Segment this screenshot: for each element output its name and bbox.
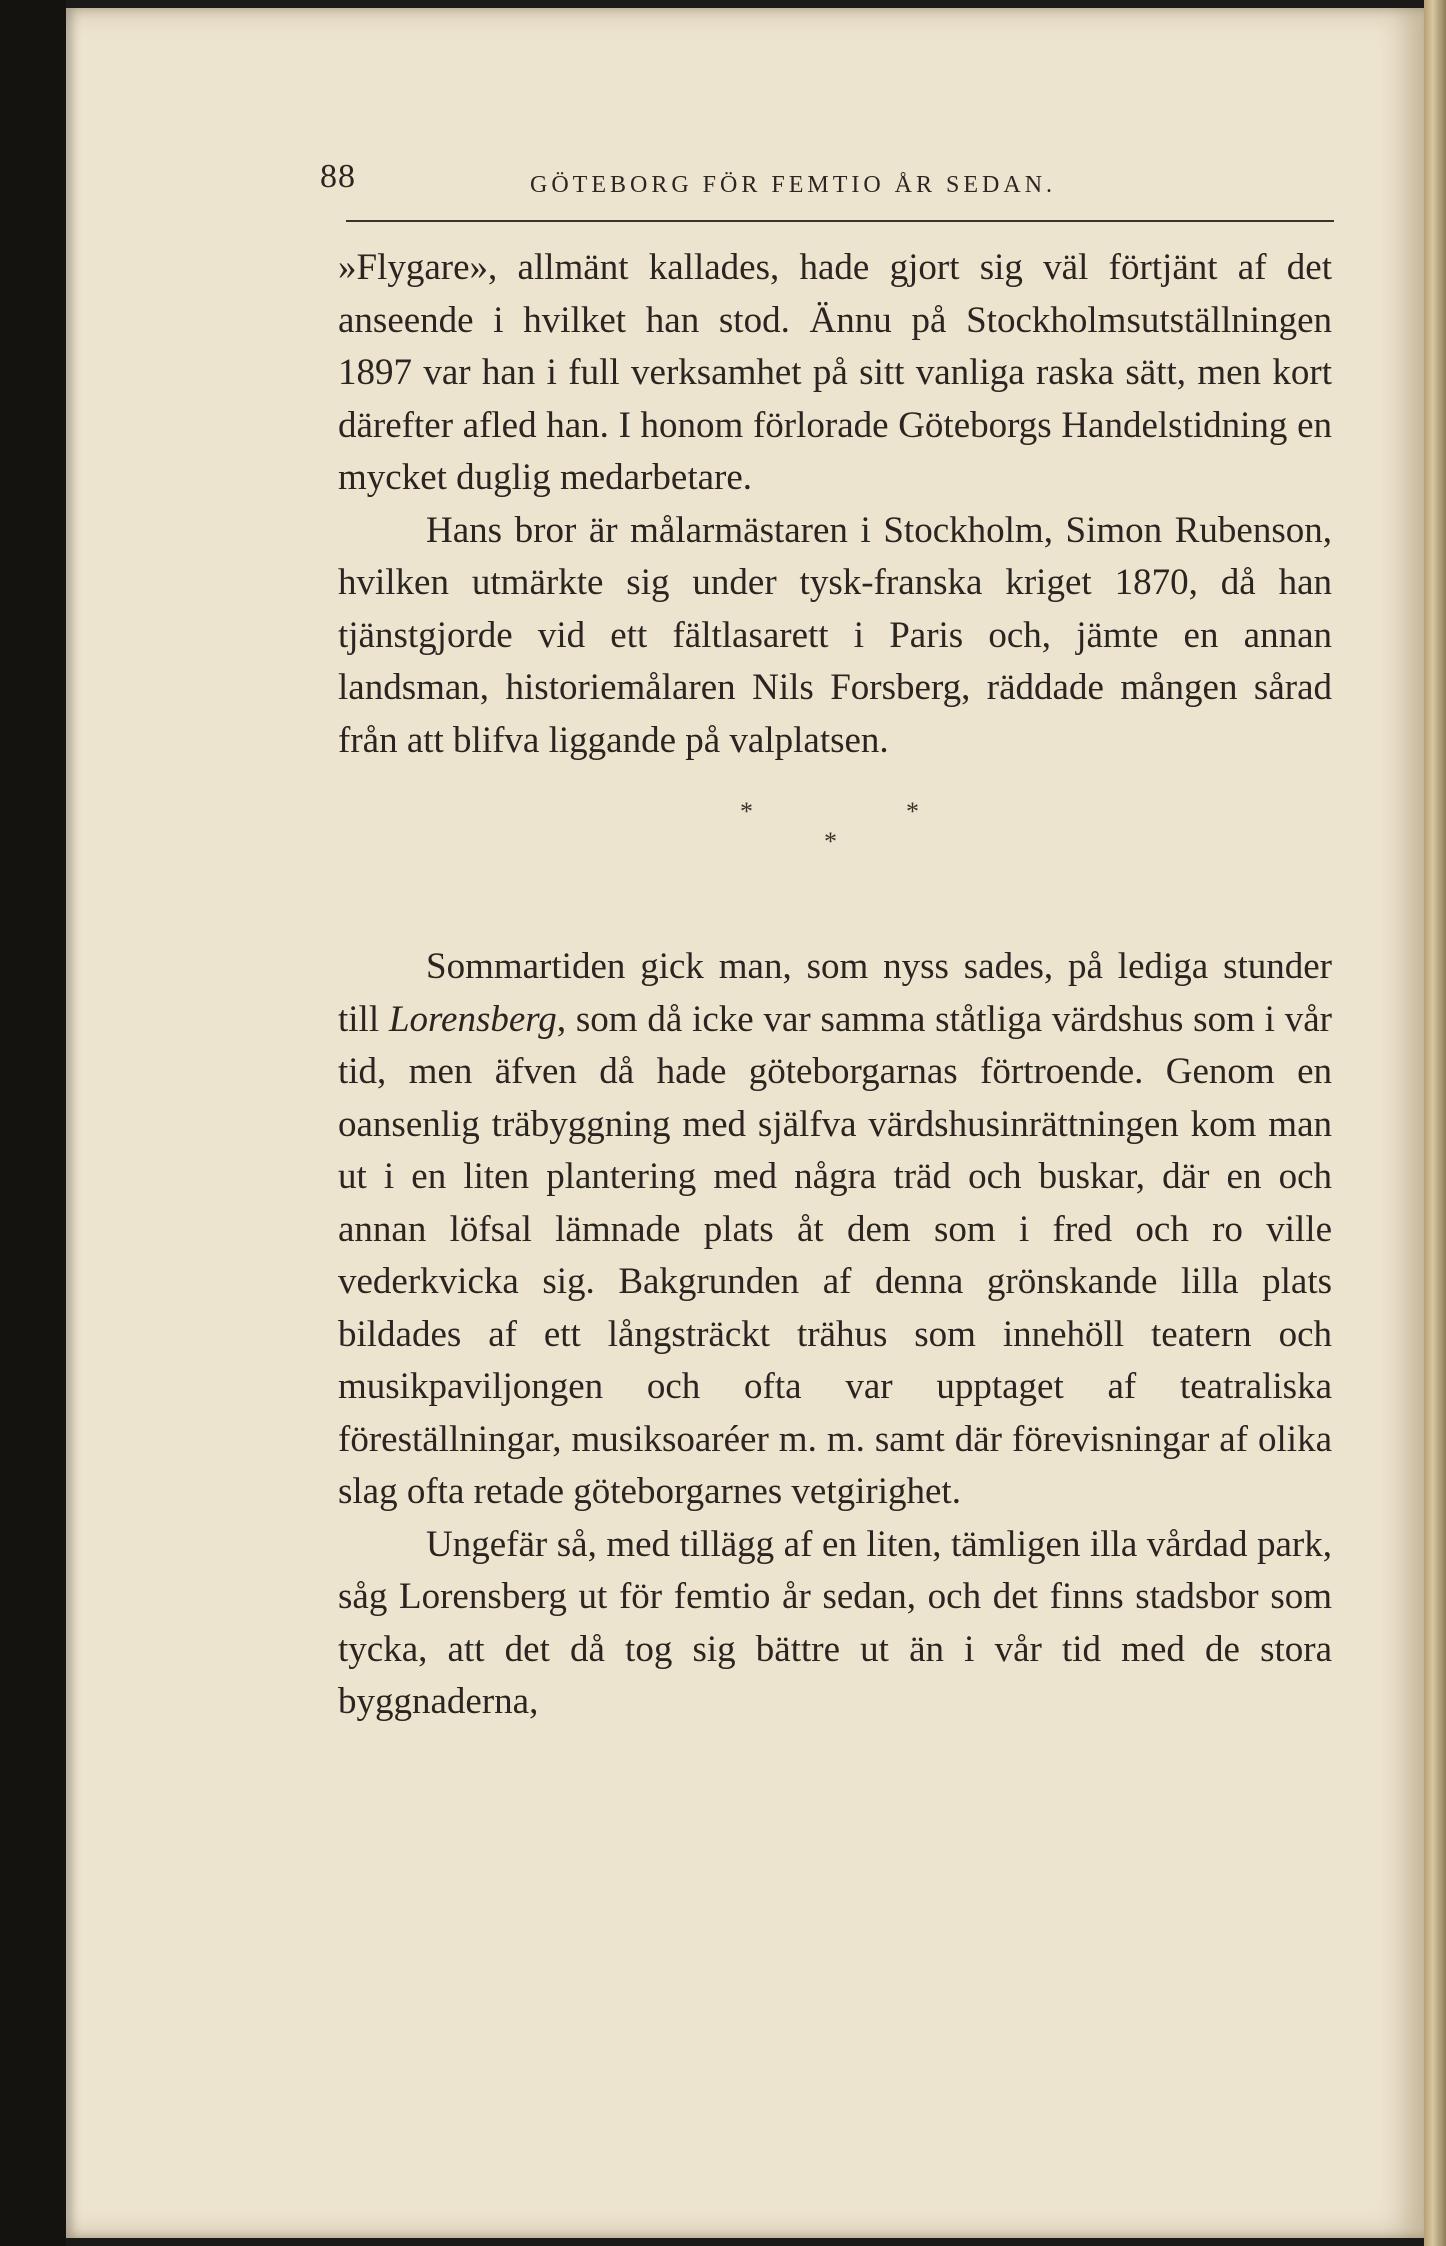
paragraph-3 [338,941,1332,1519]
scan-left-border [0,0,66,2246]
asterism-star: * [906,797,919,826]
running-title: GÖTEBORG FÖR FEMTIO ÅR SEDAN. [530,172,1057,198]
body-text [338,242,1332,1729]
asterism-star: * [824,827,837,856]
page-edge [1424,0,1446,2246]
asterism-star: * [740,797,753,826]
place-name-lorensberg: Lorensberg [388,998,557,1040]
section-break-asterism [338,785,1332,913]
paragraph-2: Hans bror är målarmästaren i Stockholm, Simon Rubenson, hvilken utmärkte sig under tysk-franska kriget 1870, då han tjänstgjorde vid ett fältlasarett i Paris och, jämte en annan landsman, historiemålaren Nils Forsberg, räddade mången sårad från att blifva liggande på valplatsen. [338,509,1332,761]
paragraph-1: »Flygare», allmänt kallades, hade gjort sig väl förtjänt af det anseende i hvilket han stod. Ännu på Stockholmsutställningen 1897 var han i full verksamhet på sitt vanliga raska sätt, men kort därefter afled han. I honom förlorade Göteborgs Handelstidning en mycket duglig medarbetare. [338,247,1332,498]
page-header [292,158,1334,218]
paragraph-4: Ungefär så, med tillägg af en liten, tämligen illa vårdad park, såg Lorensberg ut för femtio år sedan, och det finns stadsbor som tycka, att det då tog sig bättre ut än i vår tid med de stora byggnaderna, [338,1523,1332,1722]
header-rule [346,220,1334,222]
page-number: 88 [320,158,356,195]
paragraph-3-text-end: , som då icke var samma ståtliga värdshus som i vår tid, men äfven då hade göteborgarnas förtroende. Genom en oansenlig träbyggning med själfva värdshusinrättningen kom man ut i en liten plantering med några träd och buskar, där en och annan löfsal lämnade plats åt dem som i fred och ro ville vederkvicka sig. Bakgrunden af denna grönskande lilla plats bildades af ett långsträckt trähus som innehöll teatern och musikpaviljongen och ofta var upptaget af teatraliska föreställningar, musiksoaréer m. m. samt där förevisningar af olika slag ofta retade göteborgarnes vetgirighet. [338,998,1332,1512]
paragraph-3-text-start: Sommartiden gick man, som nyss sades, på lediga stunder till [338,946,1332,1040]
